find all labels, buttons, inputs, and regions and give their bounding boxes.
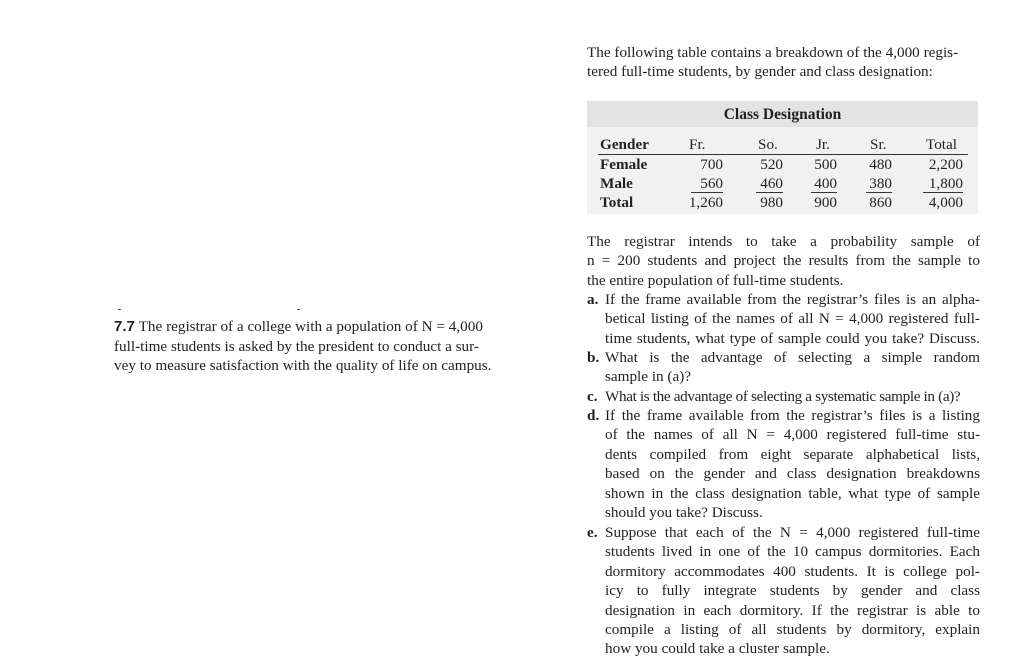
cell-total-total: 4,000 (928, 194, 963, 211)
col-header-jr: Jr. (816, 136, 830, 153)
col-header-so: So. (758, 136, 778, 153)
question-b (587, 348, 980, 388)
question-c-label: c. (587, 388, 598, 405)
question-e-line-5: designation in each dormitory. If the registrar is able to (605, 601, 980, 619)
question-e-label: e. (587, 524, 598, 541)
question-e-line-1: Suppose that each of the N = 4,000 registered full-time (605, 524, 980, 541)
row-label-male: Male (600, 175, 633, 192)
question-e-line-2: students lived in one of the 10 campus dormitories. Each (605, 543, 980, 561)
question-d-line-2: of the names of all N = 4,000 registered full-time stu- (605, 426, 980, 444)
registrar-line-3: the entire population of full-time students. (587, 271, 844, 289)
question-b-label: b. (587, 349, 600, 366)
cell-female-jr: 500 (814, 156, 837, 173)
question-a-line-3: time students, what type of sample could you take? Discuss. (605, 329, 980, 347)
question-e-line-4: icy to fully integrate students by gender and class (605, 582, 980, 600)
cell-male-jr: 400 (814, 175, 837, 192)
registrar-paragraph (587, 232, 980, 290)
question-b-line-1: What is the advantage of selecting a simple random (605, 349, 980, 366)
question-e-line-7: how you could take a cluster sample. (605, 640, 830, 658)
problem-number: 7.7 (114, 318, 135, 335)
cell-total-sr: 860 (869, 194, 892, 211)
question-c-line-1: What is the advantage of selecting a systematic sample in (a)? (605, 388, 961, 405)
question-d-line-3: dents compiled from eight separate alphabetical lists, (605, 445, 980, 463)
cell-female-sr: 480 (869, 156, 892, 173)
question-a-label: a. (587, 291, 599, 308)
cell-male-so: 460 (760, 175, 783, 192)
question-a-line-1: If the frame available from the registrar’s files is an alpha- (605, 291, 980, 308)
cell-male-fr: 560 (700, 175, 723, 192)
question-d-label: d. (587, 407, 600, 424)
table-title: Class Designation (723, 106, 842, 123)
cell-female-fr: 700 (700, 156, 723, 173)
scan-mark-right (297, 309, 300, 310)
problem-line-1: The registrar of a college with a population of N = 4,000 (138, 318, 483, 335)
scan-mark-left (118, 309, 121, 310)
intro-line-1: The following table contains a breakdown of the 4,000 regis- (587, 44, 959, 61)
question-d-line-4: based on the gender and class designation breakdowns (605, 465, 980, 483)
intro-line-2: tered full-time students, by gender and class designation: (587, 63, 933, 81)
problem-7-7 (114, 317, 514, 376)
cell-female-so: 520 (760, 156, 783, 173)
registrar-line-2: n = 200 students and project the results from the sample to (587, 252, 980, 270)
cell-total-so: 980 (760, 194, 783, 211)
question-d-line-1: If the frame available from the registrar’s files is a listing (605, 407, 980, 424)
question-c (587, 387, 980, 407)
problem-line-3: vey to measure satisfaction with the quality of life on campus. (114, 357, 492, 375)
cell-male-sr: 380 (869, 175, 892, 192)
class-designation-table (587, 101, 978, 214)
question-a (587, 290, 980, 350)
col-header-gender: Gender (600, 136, 649, 153)
registrar-line-1: The registrar intends to take a probability sample of (587, 233, 980, 250)
col-header-fr: Fr. (689, 136, 706, 153)
row-label-female: Female (600, 156, 648, 173)
table-intro (587, 43, 980, 82)
question-a-line-2: betical listing of the names of all N = 4,000 registered full- (605, 310, 980, 328)
row-label-total: Total (600, 194, 634, 211)
question-e-line-3: dormitory accommodates 400 students. It is college pol- (605, 562, 980, 580)
cell-total-fr: 1,260 (688, 194, 723, 211)
problem-line-2: full-time students is asked by the president to conduct a sur- (114, 337, 479, 355)
cell-male-total: 1,800 (928, 175, 963, 192)
question-d-line-6: should you take? Discuss. (605, 504, 763, 522)
cell-female-total: 2,200 (928, 156, 963, 173)
question-d-line-5: shown in the class designation table, what type of sample (605, 484, 980, 502)
question-b-line-2: sample in (a)? (605, 368, 692, 386)
question-e-line-6: compile a listing of all students by dormitory, explain (605, 621, 980, 639)
question-e (587, 523, 980, 663)
cell-total-jr: 900 (814, 194, 837, 211)
question-d (587, 406, 980, 524)
col-header-total: Total (926, 136, 957, 153)
col-header-sr: Sr. (870, 136, 887, 153)
